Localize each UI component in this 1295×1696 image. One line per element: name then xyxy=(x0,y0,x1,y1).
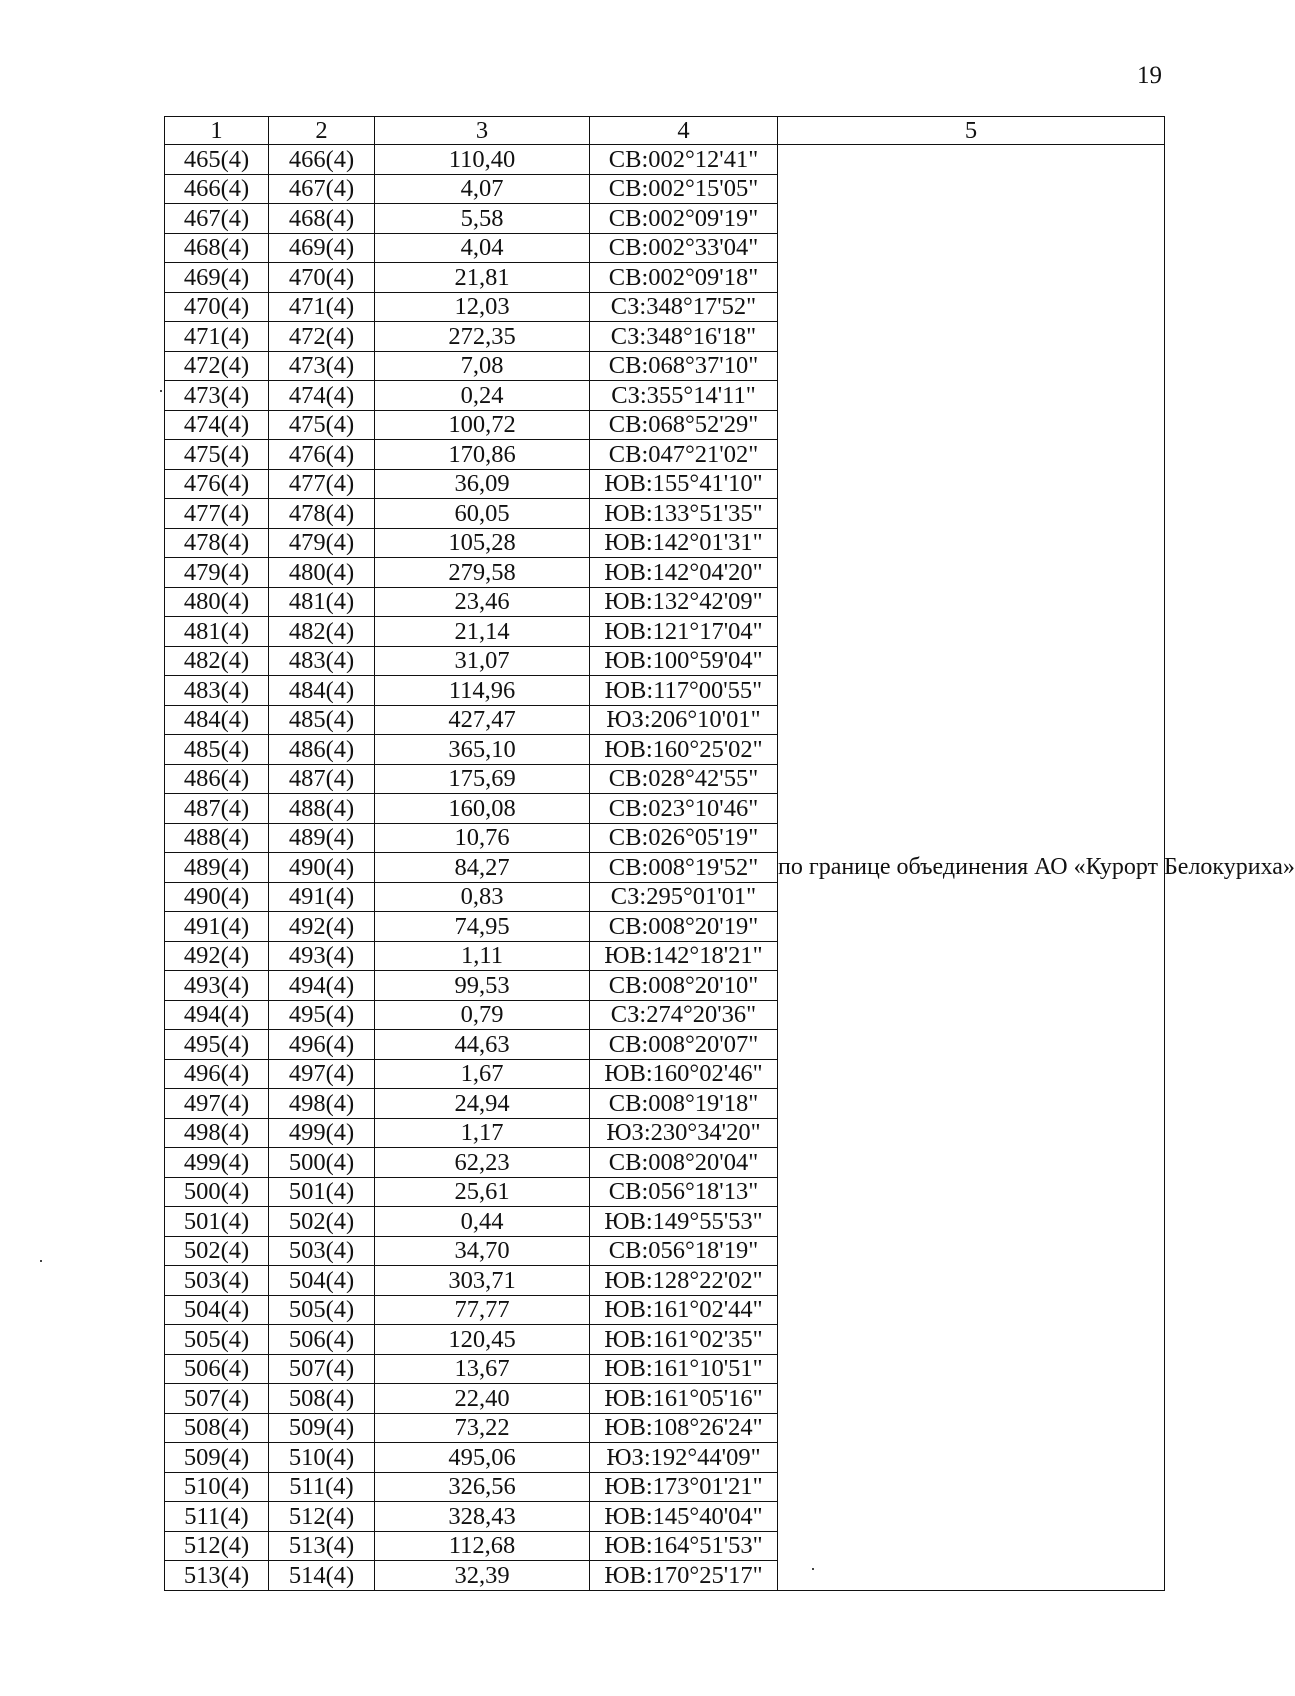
boundary-description-cell: по границе объединения АО «Курорт Белокуриха» xyxy=(778,145,1165,1591)
distance-cell: 427,47 xyxy=(375,705,590,735)
from-point-cell: 472(4) xyxy=(165,351,269,381)
from-point-cell: 504(4) xyxy=(165,1295,269,1325)
from-point-cell: 483(4) xyxy=(165,676,269,706)
from-point-cell: 501(4) xyxy=(165,1207,269,1237)
to-point-cell: 485(4) xyxy=(269,705,375,735)
bearing-cell: ЮВ:161°02'35" xyxy=(590,1325,778,1355)
from-point-cell: 469(4) xyxy=(165,263,269,293)
bearing-cell: СЗ:274°20'36" xyxy=(590,1000,778,1030)
to-point-cell: 468(4) xyxy=(269,204,375,234)
from-point-cell: 475(4) xyxy=(165,440,269,470)
bearing-cell: ЮЗ:192°44'09" xyxy=(590,1443,778,1473)
bearing-cell: СЗ:355°14'11" xyxy=(590,381,778,411)
from-point-cell: 479(4) xyxy=(165,558,269,588)
bearing-cell: СЗ:348°16'18" xyxy=(590,322,778,352)
from-point-cell: 498(4) xyxy=(165,1118,269,1148)
distance-cell: 10,76 xyxy=(375,823,590,853)
from-point-cell: 486(4) xyxy=(165,764,269,794)
to-point-cell: 506(4) xyxy=(269,1325,375,1355)
from-point-cell: 477(4) xyxy=(165,499,269,529)
to-point-cell: 509(4) xyxy=(269,1413,375,1443)
distance-cell: 495,06 xyxy=(375,1443,590,1473)
bearing-cell: СВ:008°19'18" xyxy=(590,1089,778,1119)
distance-cell: 365,10 xyxy=(375,735,590,765)
bearing-cell: ЮВ:142°01'31" xyxy=(590,528,778,558)
bearing-cell: ЮВ:173°01'21" xyxy=(590,1472,778,1502)
distance-cell: 62,23 xyxy=(375,1148,590,1178)
distance-cell: 7,08 xyxy=(375,351,590,381)
from-point-cell: 488(4) xyxy=(165,823,269,853)
distance-cell: 0,44 xyxy=(375,1207,590,1237)
distance-cell: 170,86 xyxy=(375,440,590,470)
from-point-cell: 509(4) xyxy=(165,1443,269,1473)
bearing-cell: ЮВ:164°51'53" xyxy=(590,1531,778,1561)
bearing-cell: ЮВ:160°25'02" xyxy=(590,735,778,765)
page-number: 19 xyxy=(1137,62,1162,89)
to-point-cell: 491(4) xyxy=(269,882,375,912)
header-cell: 1 xyxy=(165,117,269,145)
bearing-cell: ЮВ:142°18'21" xyxy=(590,941,778,971)
to-point-cell: 476(4) xyxy=(269,440,375,470)
from-point-cell: 474(4) xyxy=(165,410,269,440)
bearing-cell: СВ:002°33'04" xyxy=(590,233,778,263)
to-point-cell: 495(4) xyxy=(269,1000,375,1030)
distance-cell: 23,46 xyxy=(375,587,590,617)
distance-cell: 74,95 xyxy=(375,912,590,942)
bearing-cell: СВ:056°18'13" xyxy=(590,1177,778,1207)
bearing-cell: ЮВ:155°41'10" xyxy=(590,469,778,499)
bearing-cell: ЮВ:132°42'09" xyxy=(590,587,778,617)
to-point-cell: 512(4) xyxy=(269,1502,375,1532)
distance-cell: 22,40 xyxy=(375,1384,590,1414)
bearing-cell: СВ:008°20'19" xyxy=(590,912,778,942)
bearing-cell: ЮВ:128°22'02" xyxy=(590,1266,778,1296)
distance-cell: 4,04 xyxy=(375,233,590,263)
from-point-cell: 492(4) xyxy=(165,941,269,971)
distance-cell: 36,09 xyxy=(375,469,590,499)
to-point-cell: 486(4) xyxy=(269,735,375,765)
bearing-cell: СЗ:295°01'01" xyxy=(590,882,778,912)
from-point-cell: 468(4) xyxy=(165,233,269,263)
distance-cell: 279,58 xyxy=(375,558,590,588)
from-point-cell: 490(4) xyxy=(165,882,269,912)
to-point-cell: 470(4) xyxy=(269,263,375,293)
from-point-cell: 497(4) xyxy=(165,1089,269,1119)
header-cell: 4 xyxy=(590,117,778,145)
scan-speck xyxy=(160,390,162,392)
to-point-cell: 508(4) xyxy=(269,1384,375,1414)
distance-cell: 24,94 xyxy=(375,1089,590,1119)
from-point-cell: 502(4) xyxy=(165,1236,269,1266)
distance-cell: 21,81 xyxy=(375,263,590,293)
to-point-cell: 479(4) xyxy=(269,528,375,558)
to-point-cell: 487(4) xyxy=(269,764,375,794)
to-point-cell: 494(4) xyxy=(269,971,375,1001)
from-point-cell: 478(4) xyxy=(165,528,269,558)
to-point-cell: 471(4) xyxy=(269,292,375,322)
from-point-cell: 508(4) xyxy=(165,1413,269,1443)
from-point-cell: 496(4) xyxy=(165,1059,269,1089)
bearing-cell: СВ:002°09'18" xyxy=(590,263,778,293)
from-point-cell: 470(4) xyxy=(165,292,269,322)
distance-cell: 44,63 xyxy=(375,1030,590,1060)
bearing-cell: ЮВ:108°26'24" xyxy=(590,1413,778,1443)
to-point-cell: 498(4) xyxy=(269,1089,375,1119)
to-point-cell: 467(4) xyxy=(269,174,375,204)
from-point-cell: 484(4) xyxy=(165,705,269,735)
distance-cell: 272,35 xyxy=(375,322,590,352)
to-point-cell: 481(4) xyxy=(269,587,375,617)
bearing-cell: ЮВ:161°10'51" xyxy=(590,1354,778,1384)
bearing-cell: СВ:002°09'19" xyxy=(590,204,778,234)
to-point-cell: 488(4) xyxy=(269,794,375,824)
header-row xyxy=(165,117,1165,145)
to-point-cell: 483(4) xyxy=(269,646,375,676)
bearing-cell: ЮЗ:230°34'20" xyxy=(590,1118,778,1148)
scan-speck xyxy=(40,1260,42,1262)
distance-cell: 100,72 xyxy=(375,410,590,440)
distance-cell: 175,69 xyxy=(375,764,590,794)
from-point-cell: 485(4) xyxy=(165,735,269,765)
to-point-cell: 511(4) xyxy=(269,1472,375,1502)
to-point-cell: 473(4) xyxy=(269,351,375,381)
bearing-cell: ЮВ:100°59'04" xyxy=(590,646,778,676)
to-point-cell: 482(4) xyxy=(269,617,375,647)
bearing-cell: СВ:047°21'02" xyxy=(590,440,778,470)
header-cell: 3 xyxy=(375,117,590,145)
distance-cell: 21,14 xyxy=(375,617,590,647)
scan-speck xyxy=(812,1568,814,1570)
to-point-cell: 505(4) xyxy=(269,1295,375,1325)
from-point-cell: 473(4) xyxy=(165,381,269,411)
bearing-cell: СВ:056°18'19" xyxy=(590,1236,778,1266)
distance-cell: 99,53 xyxy=(375,971,590,1001)
to-point-cell: 504(4) xyxy=(269,1266,375,1296)
to-point-cell: 507(4) xyxy=(269,1354,375,1384)
to-point-cell: 502(4) xyxy=(269,1207,375,1237)
header-cell: 5 xyxy=(778,117,1165,145)
from-point-cell: 481(4) xyxy=(165,617,269,647)
distance-cell: 34,70 xyxy=(375,1236,590,1266)
table-body xyxy=(165,145,1295,1591)
from-point-cell: 499(4) xyxy=(165,1148,269,1178)
distance-cell: 84,27 xyxy=(375,853,590,883)
boundary-table xyxy=(164,116,1295,1591)
to-point-cell: 480(4) xyxy=(269,558,375,588)
distance-cell: 13,67 xyxy=(375,1354,590,1384)
bearing-cell: СВ:002°12'41" xyxy=(590,145,778,175)
distance-cell: 12,03 xyxy=(375,292,590,322)
distance-cell: 73,22 xyxy=(375,1413,590,1443)
to-point-cell: 489(4) xyxy=(269,823,375,853)
bearing-cell: СВ:002°15'05" xyxy=(590,174,778,204)
distance-cell: 328,43 xyxy=(375,1502,590,1532)
from-point-cell: 476(4) xyxy=(165,469,269,499)
bearing-cell: ЮВ:117°00'55" xyxy=(590,676,778,706)
distance-cell: 31,07 xyxy=(375,646,590,676)
from-point-cell: 511(4) xyxy=(165,1502,269,1532)
distance-cell: 114,96 xyxy=(375,676,590,706)
header-cell: 2 xyxy=(269,117,375,145)
distance-cell: 303,71 xyxy=(375,1266,590,1296)
to-point-cell: 474(4) xyxy=(269,381,375,411)
bearing-cell: СВ:008°20'10" xyxy=(590,971,778,1001)
distance-cell: 0,79 xyxy=(375,1000,590,1030)
to-point-cell: 477(4) xyxy=(269,469,375,499)
bearing-cell: СВ:068°52'29" xyxy=(590,410,778,440)
from-point-cell: 466(4) xyxy=(165,174,269,204)
from-point-cell: 510(4) xyxy=(165,1472,269,1502)
bearing-cell: ЮВ:121°17'04" xyxy=(590,617,778,647)
from-point-cell: 495(4) xyxy=(165,1030,269,1060)
table-row xyxy=(165,145,1165,175)
bearing-cell: ЮВ:160°02'46" xyxy=(590,1059,778,1089)
to-point-cell: 478(4) xyxy=(269,499,375,529)
from-point-cell: 513(4) xyxy=(165,1561,269,1591)
from-point-cell: 506(4) xyxy=(165,1354,269,1384)
bearing-cell: СВ:026°05'19" xyxy=(590,823,778,853)
bearing-cell: СЗ:348°17'52" xyxy=(590,292,778,322)
from-point-cell: 507(4) xyxy=(165,1384,269,1414)
distance-cell: 105,28 xyxy=(375,528,590,558)
from-point-cell: 505(4) xyxy=(165,1325,269,1355)
distance-cell: 32,39 xyxy=(375,1561,590,1591)
distance-cell: 1,17 xyxy=(375,1118,590,1148)
to-point-cell: 497(4) xyxy=(269,1059,375,1089)
bearing-cell: СВ:008°19'52" xyxy=(590,853,778,883)
to-point-cell: 492(4) xyxy=(269,912,375,942)
bearing-cell: ЮВ:133°51'35" xyxy=(590,499,778,529)
to-point-cell: 499(4) xyxy=(269,1118,375,1148)
distance-cell: 0,83 xyxy=(375,882,590,912)
to-point-cell: 475(4) xyxy=(269,410,375,440)
from-point-cell: 482(4) xyxy=(165,646,269,676)
distance-cell: 60,05 xyxy=(375,499,590,529)
distance-cell: 5,58 xyxy=(375,204,590,234)
bearing-cell: ЮВ:142°04'20" xyxy=(590,558,778,588)
to-point-cell: 484(4) xyxy=(269,676,375,706)
bearing-cell: ЮВ:145°40'04" xyxy=(590,1502,778,1532)
to-point-cell: 496(4) xyxy=(269,1030,375,1060)
to-point-cell: 501(4) xyxy=(269,1177,375,1207)
to-point-cell: 510(4) xyxy=(269,1443,375,1473)
distance-cell: 112,68 xyxy=(375,1531,590,1561)
to-point-cell: 513(4) xyxy=(269,1531,375,1561)
to-point-cell: 472(4) xyxy=(269,322,375,352)
from-point-cell: 467(4) xyxy=(165,204,269,234)
from-point-cell: 493(4) xyxy=(165,971,269,1001)
from-point-cell: 487(4) xyxy=(165,794,269,824)
distance-cell: 25,61 xyxy=(375,1177,590,1207)
distance-cell: 77,77 xyxy=(375,1295,590,1325)
from-point-cell: 489(4) xyxy=(165,853,269,883)
distance-cell: 4,07 xyxy=(375,174,590,204)
distance-cell: 1,67 xyxy=(375,1059,590,1089)
bearing-cell: СВ:028°42'55" xyxy=(590,764,778,794)
bearing-cell: СВ:008°20'07" xyxy=(590,1030,778,1060)
distance-cell: 326,56 xyxy=(375,1472,590,1502)
from-point-cell: 503(4) xyxy=(165,1266,269,1296)
distance-cell: 120,45 xyxy=(375,1325,590,1355)
from-point-cell: 491(4) xyxy=(165,912,269,942)
from-point-cell: 512(4) xyxy=(165,1531,269,1561)
to-point-cell: 503(4) xyxy=(269,1236,375,1266)
bearing-cell: ЮВ:161°05'16" xyxy=(590,1384,778,1414)
bearing-cell: ЮВ:161°02'44" xyxy=(590,1295,778,1325)
from-point-cell: 494(4) xyxy=(165,1000,269,1030)
from-point-cell: 471(4) xyxy=(165,322,269,352)
bearing-cell: ЮВ:170°25'17" xyxy=(590,1561,778,1591)
to-point-cell: 493(4) xyxy=(269,941,375,971)
bearing-cell: СВ:023°10'46" xyxy=(590,794,778,824)
distance-cell: 1,11 xyxy=(375,941,590,971)
to-point-cell: 466(4) xyxy=(269,145,375,175)
from-point-cell: 480(4) xyxy=(165,587,269,617)
bearing-cell: СВ:008°20'04" xyxy=(590,1148,778,1178)
to-point-cell: 469(4) xyxy=(269,233,375,263)
bearing-cell: ЮЗ:206°10'01" xyxy=(590,705,778,735)
from-point-cell: 500(4) xyxy=(165,1177,269,1207)
distance-cell: 160,08 xyxy=(375,794,590,824)
bearing-cell: СВ:068°37'10" xyxy=(590,351,778,381)
distance-cell: 0,24 xyxy=(375,381,590,411)
distance-cell: 110,40 xyxy=(375,145,590,175)
to-point-cell: 514(4) xyxy=(269,1561,375,1591)
from-point-cell: 465(4) xyxy=(165,145,269,175)
bearing-cell: ЮВ:149°55'53" xyxy=(590,1207,778,1237)
to-point-cell: 490(4) xyxy=(269,853,375,883)
to-point-cell: 500(4) xyxy=(269,1148,375,1178)
